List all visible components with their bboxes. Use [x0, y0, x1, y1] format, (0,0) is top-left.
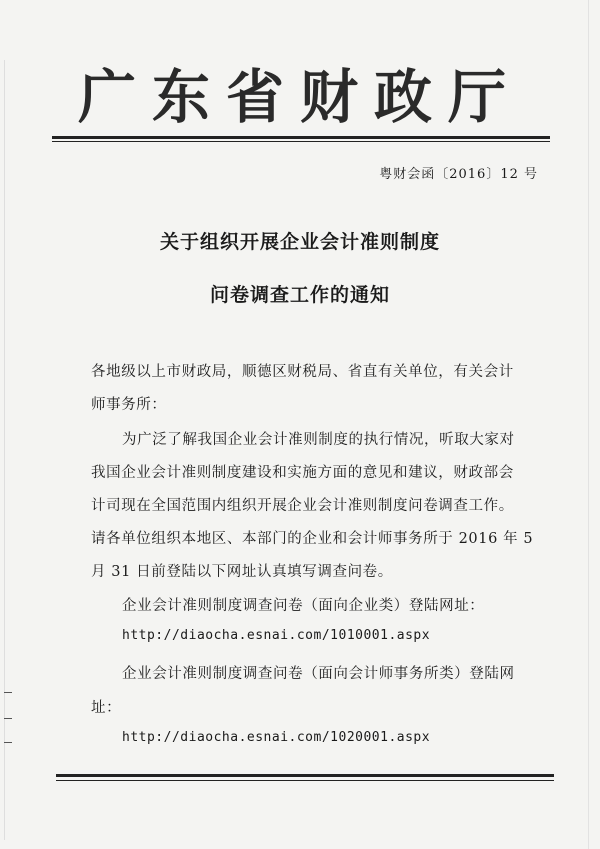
issuing-authority-title: 广东省财政厅: [77, 63, 522, 131]
survey-2-label: 企业会计准则制度调查问卷（面向会计师事务所类）登陆网: [122, 666, 515, 682]
paragraph-line: 月 31 日前登陆以下网址认真填写调查问卷。: [91, 564, 393, 580]
header-rule-thin: [52, 141, 550, 142]
scan-edge: [4, 60, 5, 840]
paragraph-line: 计司现在全国范围内组织开展企业会计准则制度问卷调查工作。: [91, 498, 514, 514]
scan-edge: [588, 0, 589, 849]
paragraph-line: 我国企业会计准则制度建设和实施方面的意见和建议，财政部会: [91, 465, 514, 481]
footer-rule-thick: [56, 774, 554, 777]
document-number: 粤财会函〔2016〕12 号: [379, 167, 538, 182]
notice-title-line-2: 问卷调查工作的通知: [209, 284, 390, 306]
survey-1-url[interactable]: http://diaocha.esnai.com/1010001.aspx: [122, 628, 431, 643]
survey-2-url[interactable]: http://diaocha.esnai.com/1020001.aspx: [122, 730, 431, 745]
addressee-line: 师事务所：: [91, 397, 167, 413]
survey-1-label: 企业会计准则制度调查问卷（面向企业类）登陆网址：: [122, 598, 485, 614]
paragraph-line: 请各单位组织本地区、本部门的企业和会计师事务所于 2016 年 5: [91, 531, 534, 547]
header-rule-thick: [52, 136, 550, 139]
binding-mark: [4, 718, 12, 719]
notice-title-line-1: 关于组织开展企业会计准则制度: [159, 231, 440, 253]
survey-2-label: 址：: [91, 700, 122, 716]
addressee-line: 各地级以上市财政局，顺德区财税局、省直有关单位，有关会计: [91, 364, 514, 380]
paragraph-line: 为广泛了解我国企业会计准则制度的执行情况，听取大家对: [122, 432, 515, 448]
binding-mark: [4, 692, 12, 693]
binding-mark: [4, 742, 12, 743]
footer-rule-thin: [56, 780, 554, 781]
